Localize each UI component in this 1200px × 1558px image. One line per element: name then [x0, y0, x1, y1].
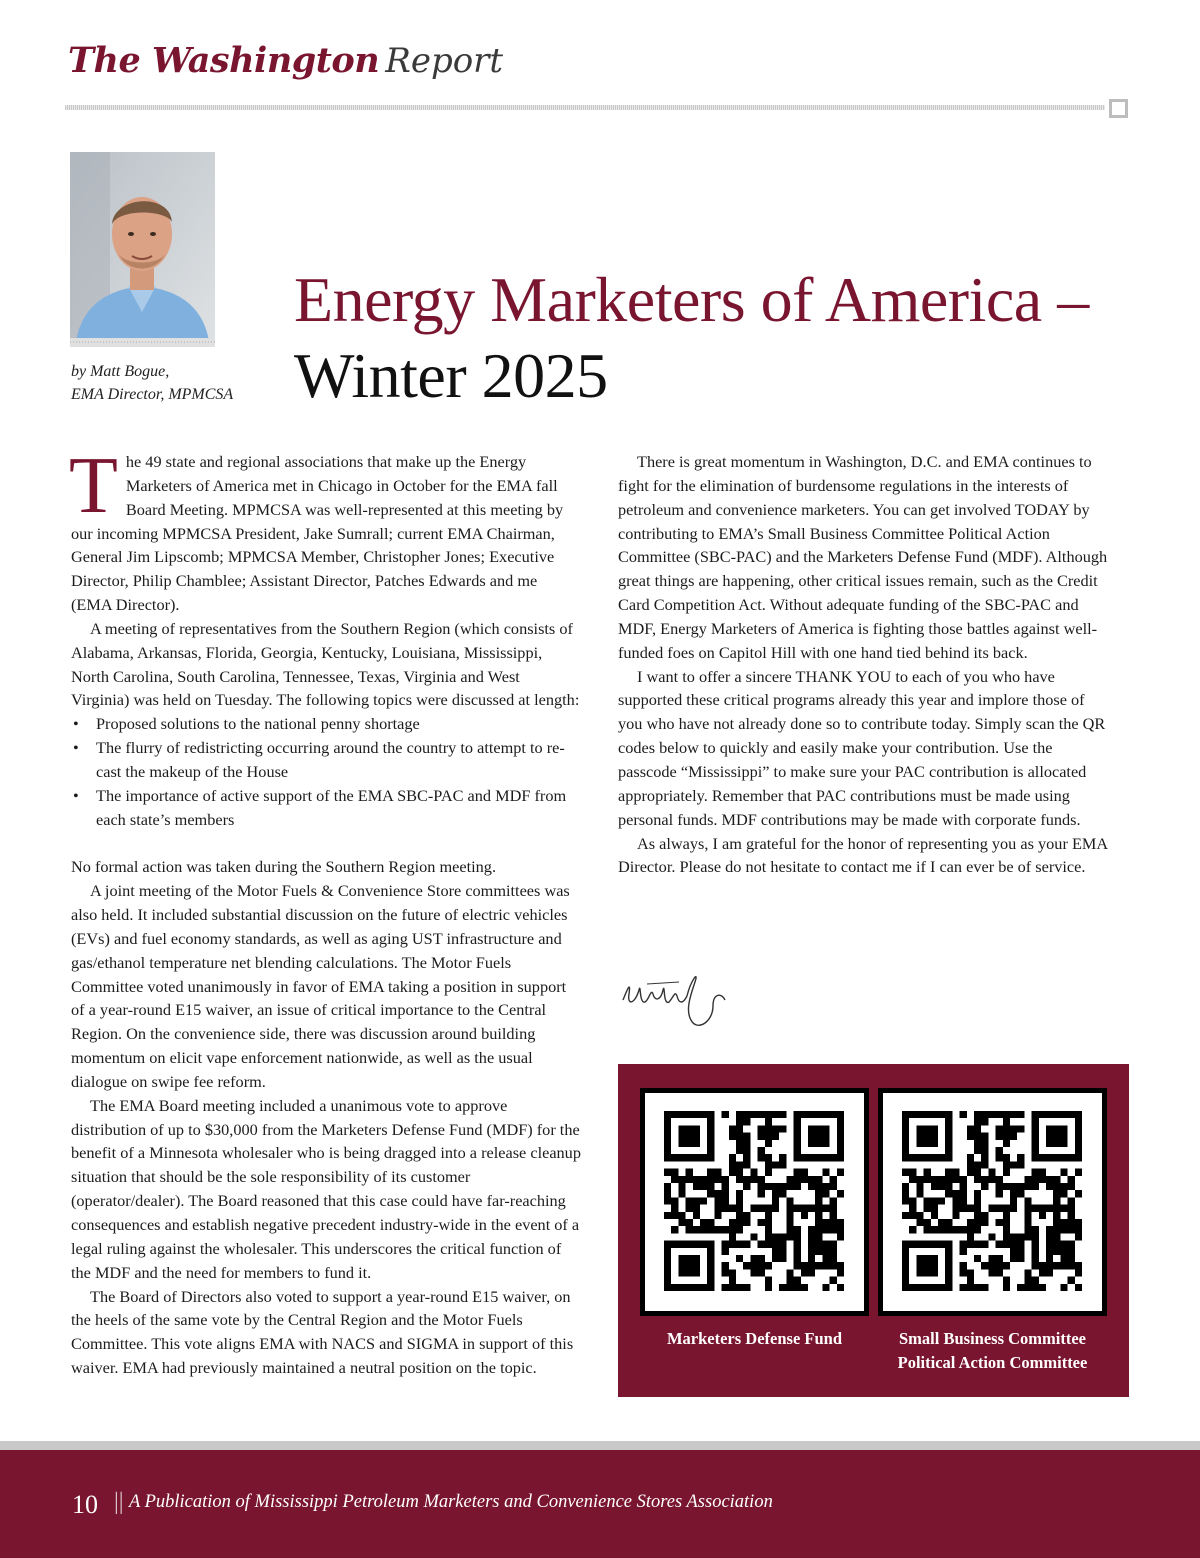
- qr-label-line: Political Action Committee: [897, 1353, 1088, 1372]
- byline-author: by Matt Bogue,: [71, 363, 170, 380]
- list-item: • Proposed solutions to the national penny shortage: [71, 712, 581, 736]
- article-column-left: [69, 442, 581, 1380]
- drop-cap: T: [69, 442, 118, 530]
- section-header: [68, 40, 503, 90]
- paragraph: I want to offer a sincere THANK YOU to each of you who have supported these critical programs already this year and implore those of you who have not already done so to contribute today. Simply scan the QR codes below to quickly and easily make your contribution. Use the passcode “Mississippi” to make sure your PAC contribution is allocated appropriately. Remember that PAC contributions must be made using personal funds. MDF contributions may be made with corporate funds.: [618, 666, 1106, 829]
- list-item: • The importance of active support of the EMA SBC-PAC and MDF from each state’s members: [71, 784, 581, 832]
- qr-code-mdf[interactable]: [640, 1088, 869, 1316]
- paragraph: A meeting of representatives from the Southern Region (which consists of Alabama, Arkansas, Florida, Georgia, Kentucky, Louisiana, Mississippi, North Carolina, South Carolina, Tennessee, Texas, Virginia and West Virginia) was held on Tuesday. The following topics were discussed at length:: [71, 618, 580, 710]
- qr-code-icon: [664, 1111, 844, 1291]
- article-column-right: [618, 450, 1113, 879]
- paragraph-text: he 49 state and regional associations that make up the Energy Marketers of America met in Chicago in October for the EMA fall Board Meeting. MPMCSA was well-represented at this meeting by our incoming MPMCSA President, Jake Sumrall; current EMA Chairman, General Jim Lipscomb; MPMCSA Member, Christopher Jones; Executive Director, Philip Chamblee; Assistant Director, Patches Edwards and me (EMA Director).: [71, 452, 564, 615]
- signature: [617, 960, 737, 1040]
- list-item: • The flurry of redistricting occurring around the country to attempt to re-cast the makeup of the House: [71, 736, 581, 784]
- paragraph: A joint meeting of the Motor Fuels & Convenience Store committees was also held. It included substantial discussion on the future of electric vehicles (EVs) and fuel economy standards, as well as aging UST infrastructure and gas/ethanol temperature net blending calculations. The Motor Fuels Committee voted unanimously in favor of EMA taking a position in support of a year-round E15 waiver, an issue of critical importance to the Central Region. On the convenience side, there was discussion around building momentum on elicit vape enforcement nationwide, as well as the usual dialogue on swipe fee reform.: [71, 881, 570, 1091]
- qr-label-mdf: Marketers Defense Fund: [666, 1329, 843, 1348]
- topic-list: [71, 712, 581, 831]
- page-number: 10: [72, 1490, 98, 1519]
- section-title-bold: The Washington: [68, 40, 380, 81]
- qr-code-panel: [618, 1064, 1129, 1397]
- footer-divider: [0, 1441, 1200, 1450]
- qr-code-sbc-pac[interactable]: [878, 1088, 1107, 1316]
- section-title-light: Report: [385, 41, 504, 81]
- page-footer: [0, 1450, 1200, 1558]
- publication-name: A Publication of Mississippi Petroleum Marketers and Convenience Stores Association: [129, 1492, 773, 1512]
- qr-label-sbc-pac: [878, 1327, 1107, 1375]
- byline-role: EMA Director, MPMCSA: [71, 386, 234, 403]
- qr-code-icon: [902, 1111, 1082, 1291]
- paragraph: [69, 442, 581, 617]
- article-title-line2: Winter 2025: [294, 340, 608, 411]
- byline: [71, 360, 271, 406]
- divider-square-icon: [1109, 99, 1128, 118]
- paragraph: No formal action was taken during the Southern Region meeting.: [71, 857, 497, 877]
- paragraph: The Board of Directors also voted to support a year-round E15 waiver, on the heels of the same vote by the Central Region and the Motor Fuels Committee. This vote aligns EMA with NACS and SIGMA in support of this waiver. EMA had previously maintained a neutral position on the topic.: [71, 1286, 574, 1378]
- author-photo: [70, 152, 215, 347]
- qr-label-line: Small Business Committee: [899, 1329, 1086, 1348]
- footer-separator: ||: [114, 1489, 124, 1515]
- article-title-line1: Energy Marketers of America –: [294, 264, 1089, 335]
- paragraph: As always, I am grateful for the honor of representing you as your EMA Director. Please do not hesitate to contact me if I can ever be of service.: [618, 833, 1108, 877]
- paragraph: The EMA Board meeting included a unanimous vote to approve distribution of up to $30,000 from the Marketers Defense Fund (MDF) for the benefit of a Minnesota wholesaler who is being dragged into a release cleanup situation that should be the sole responsibility of its customer (operator/dealer). The Board reasoned that this case could have far-reaching consequences and establish negative precedent industry-wide in the event of a legal ruling against the wholesaler. This underscores the critical function of the MDF and the need for members to fund it.: [71, 1095, 581, 1282]
- paragraph: There is great momentum in Washington, D.C. and EMA continues to fight for the elimination of burdensome regulations in the interests of petroleum and convenience marketers. You can get involved TODAY by contributing to EMA’s Small Business Committee Political Action Committee (SBC-PAC) and the Marketers Defense Fund (MDF). Although great things are happening, other critical issues remain, such as the Credit Card Competition Act. Without adequate funding of the SBC-PAC and MDF, Energy Marketers of America is fighting those battles against well-funded foes on Capitol Hill with one hand tied behind its back.: [618, 452, 1108, 662]
- article-title: [294, 262, 1174, 414]
- header-divider: [65, 105, 1105, 110]
